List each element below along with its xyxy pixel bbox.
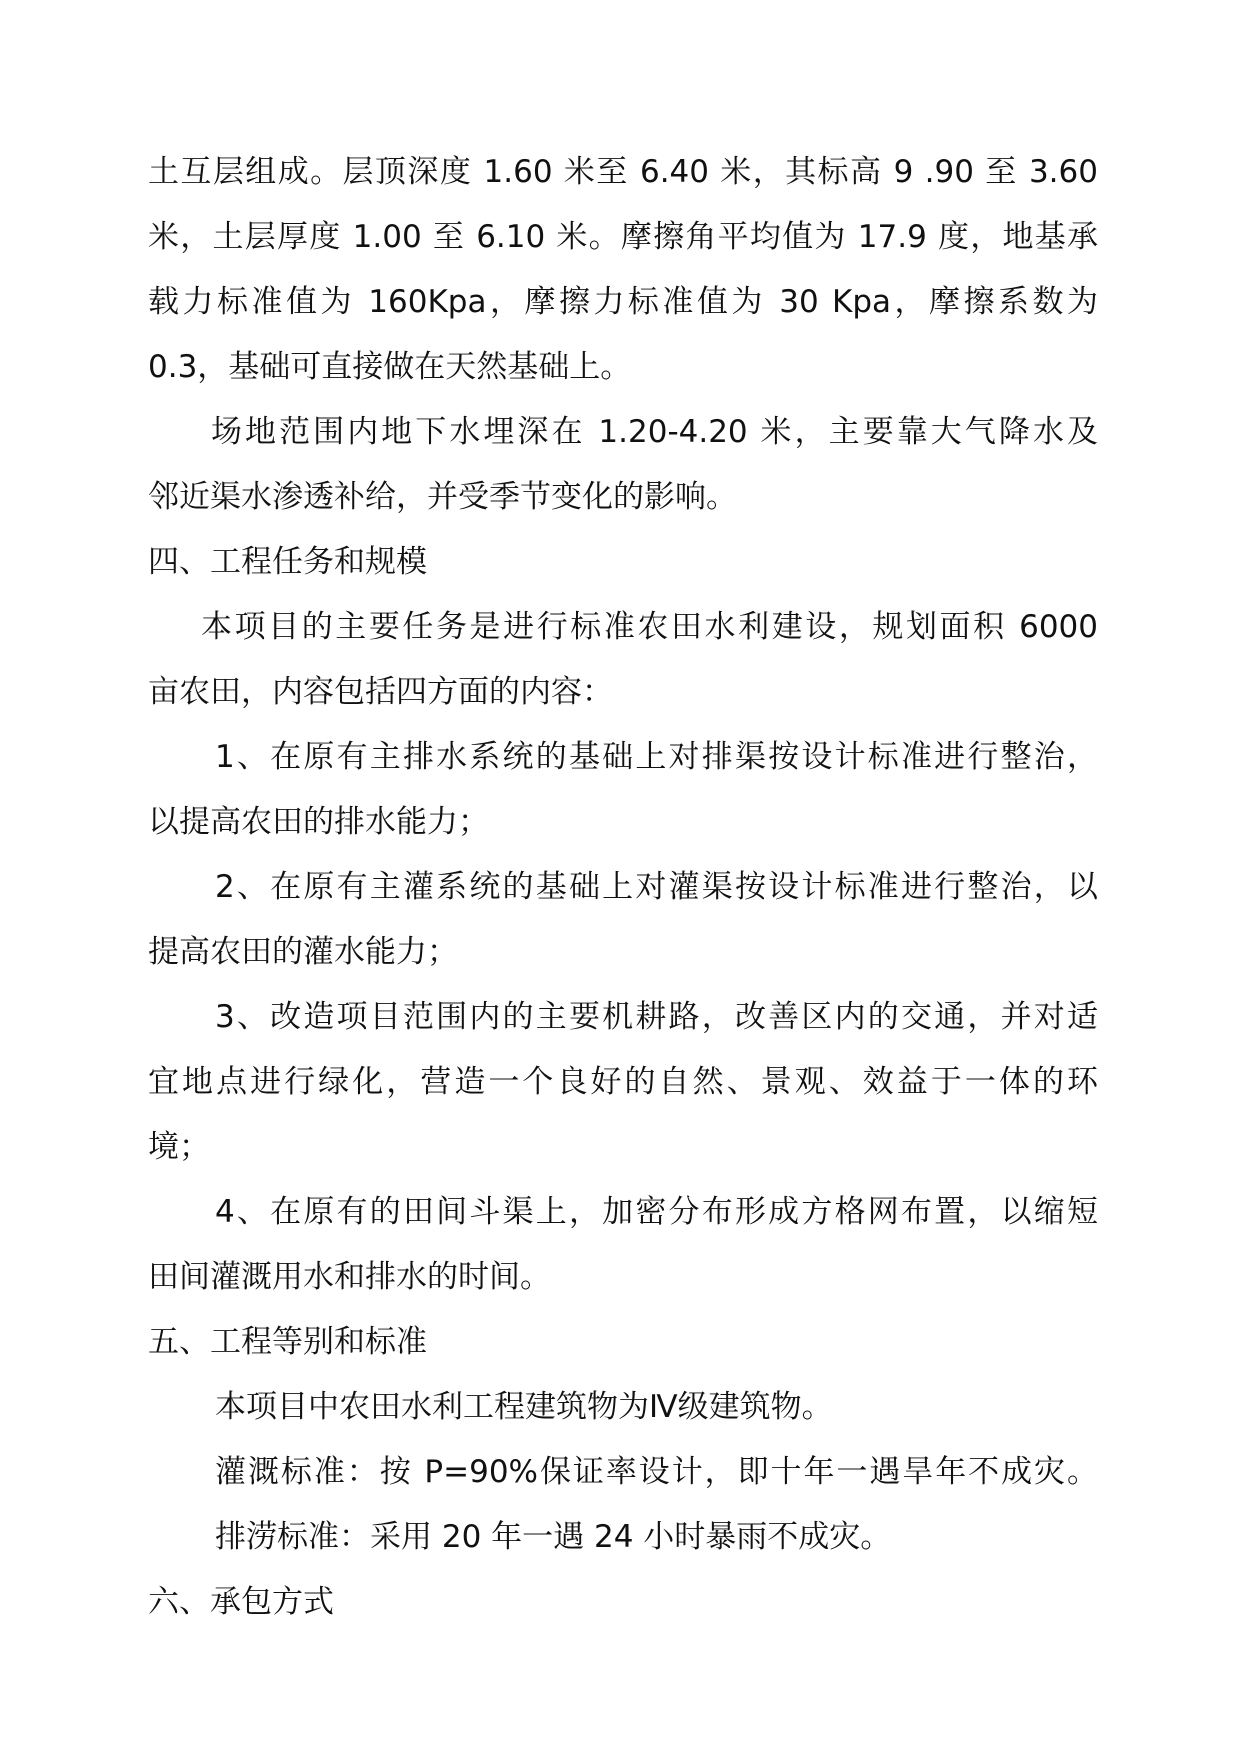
list-item-line: 以提高农田的排水能力； — [148, 804, 489, 840]
list-item-line: 3、改造项目范围内的主要机耕路，改善区内的交通，并对适 — [215, 999, 1098, 1035]
list-item-line: 提高农田的灌水能力； — [148, 934, 458, 970]
paragraph-line: 米，土层厚度 1.00 至 6.10 米。摩擦角平均值为 17.9 度，地基承 — [148, 219, 1098, 255]
paragraph-line: 邻近渠水渗透补给，并受季节变化的影响。 — [148, 479, 737, 515]
paragraph-line: 土互层组成。层顶深度 1.60 米至 6.40 米，其标高 9 .90 至 3.60 — [148, 154, 1098, 190]
section-heading: 五、工程等别和标准 — [148, 1324, 427, 1360]
paragraph-line: 0.3，基础可直接做在天然基础上。 — [148, 349, 632, 385]
paragraph-line: 本项目中农田水利工程建筑物为Ⅳ级建筑物。 — [215, 1389, 833, 1425]
paragraph-line: 载力标准值为 160Kpa，摩擦力标准值为 30 Kpa，摩擦系数为 — [148, 284, 1098, 320]
list-item-line: 田间灌溉用水和排水的时间。 — [148, 1259, 551, 1295]
paragraph-line: 本项目的主要任务是进行标准农田水利建设，规划面积 6000 — [201, 609, 1098, 645]
paragraph-line: 亩农田，内容包括四方面的内容： — [148, 674, 613, 710]
list-item-line: 宜地点进行绿化，营造一个良好的自然、景观、效益于一体的环 — [148, 1064, 1098, 1100]
list-item-line: 2、在原有主灌系统的基础上对灌渠按设计标准进行整治，以 — [215, 869, 1098, 905]
section-heading: 六、承包方式 — [148, 1584, 334, 1620]
section-heading: 四、工程任务和规模 — [148, 544, 427, 580]
list-item-line: 境； — [148, 1129, 210, 1165]
list-item-line: 4、在原有的田间斗渠上，加密分布形成方格网布置，以缩短 — [215, 1194, 1098, 1230]
paragraph-line: 排涝标准：采用 20 年一遇 24 小时暴雨不成灾。 — [215, 1519, 892, 1555]
paragraph-line: 场地范围内地下水埋深在 1.20-4.20 米，主要靠大气降水及 — [211, 414, 1098, 450]
paragraph-line: 灌溉标准：按 P=90%保证率设计，即十年一遇旱年不成灾。 — [215, 1454, 1098, 1490]
list-item-line: 1、在原有主排水系统的基础上对排渠按设计标准进行整治， — [215, 739, 1098, 775]
document-body — [148, 140, 1098, 1635]
